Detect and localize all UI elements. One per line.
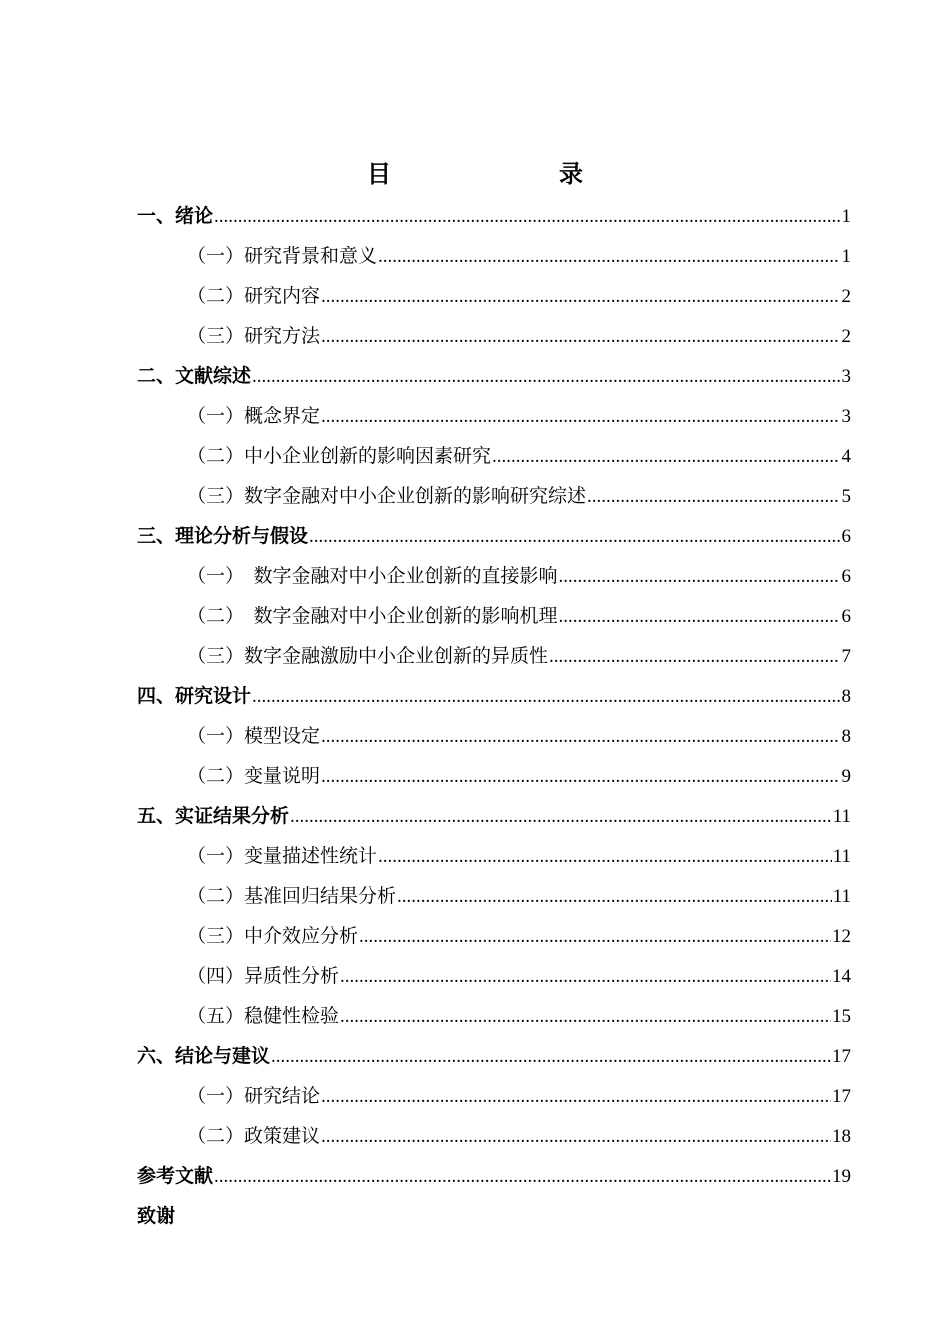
toc-page-number: 4 bbox=[841, 446, 851, 467]
toc-entry-label: 一、绪论 bbox=[137, 205, 214, 227]
toc-entry-label: （二）变量说明 bbox=[187, 765, 321, 787]
toc-page-number: 3 bbox=[841, 406, 851, 427]
toc-entry-label: （二）基准回归结果分析 bbox=[187, 885, 397, 907]
toc-section-entry[interactable] bbox=[137, 596, 851, 636]
toc-entry-label: 三、理论分析与假设 bbox=[137, 525, 309, 547]
toc-entry-label: （二）政策建议 bbox=[187, 1125, 321, 1147]
toc-dot-leader bbox=[397, 877, 832, 917]
toc-dot-leader bbox=[290, 797, 832, 837]
toc-entry-label: 五、实证结果分析 bbox=[137, 805, 290, 827]
toc-dot-leader bbox=[321, 757, 840, 797]
toc-page-number: 17 bbox=[832, 1086, 851, 1107]
toc-dot-leader bbox=[559, 597, 840, 637]
toc-dot-leader bbox=[321, 397, 840, 437]
toc-dot-leader bbox=[378, 837, 832, 877]
toc-section-entry[interactable] bbox=[137, 1076, 851, 1116]
toc-page-number: 1 bbox=[841, 246, 851, 267]
toc-dot-leader bbox=[549, 637, 840, 677]
toc-dot-leader bbox=[321, 1117, 831, 1157]
toc-page-number: 2 bbox=[841, 286, 851, 307]
toc-dot-leader bbox=[214, 1157, 831, 1197]
toc-chapter-entry[interactable] bbox=[137, 516, 851, 556]
toc-section-entry[interactable] bbox=[137, 236, 851, 276]
toc-page-number: 7 bbox=[841, 646, 851, 667]
toc-chapter-entry[interactable] bbox=[137, 1196, 851, 1236]
toc-dot-leader bbox=[321, 717, 840, 757]
toc-entry-label: （二）研究内容 bbox=[187, 285, 321, 307]
toc-dot-leader bbox=[252, 677, 840, 717]
toc-entry-label: 致谢 bbox=[137, 1205, 176, 1227]
toc-page-number: 5 bbox=[841, 486, 851, 507]
toc-page-number: 6 bbox=[841, 566, 851, 587]
toc-page-number: 6 bbox=[841, 526, 851, 547]
toc-entry-label: （一）研究背景和意义 bbox=[187, 245, 378, 267]
toc-section-entry[interactable] bbox=[137, 476, 851, 516]
toc-entry-label: （一） 数字金融对中小企业创新的直接影响 bbox=[187, 565, 558, 587]
toc-page-number: 1 bbox=[841, 206, 851, 227]
toc-section-entry[interactable] bbox=[137, 316, 851, 356]
toc-page-number: 15 bbox=[832, 1006, 851, 1027]
toc-entry-label: （三）数字金融对中小企业创新的影响研究综述 bbox=[187, 485, 587, 507]
toc-entry-label: 四、研究设计 bbox=[137, 685, 252, 707]
toc-entry-label: 六、结论与建议 bbox=[137, 1045, 271, 1067]
toc-entry-label: （一）概念界定 bbox=[187, 405, 321, 427]
toc-dot-leader bbox=[214, 197, 840, 237]
toc-section-entry[interactable] bbox=[137, 996, 851, 1036]
toc-chapter-entry[interactable] bbox=[137, 1156, 851, 1196]
toc-entry-label: （三）研究方法 bbox=[187, 325, 321, 347]
toc-entry-label: （一）模型设定 bbox=[187, 725, 321, 747]
toc-section-entry[interactable] bbox=[137, 916, 851, 956]
toc-entry-label: （一）变量描述性统计 bbox=[187, 845, 378, 867]
toc-entry-label: 二、文献综述 bbox=[137, 365, 252, 387]
toc-page-number: 17 bbox=[832, 1046, 851, 1067]
toc-dot-leader bbox=[321, 317, 840, 357]
toc-dot-leader bbox=[252, 357, 840, 397]
toc-dot-leader bbox=[309, 517, 840, 557]
toc-section-entry[interactable] bbox=[137, 876, 851, 916]
toc-section-entry[interactable] bbox=[137, 556, 851, 596]
toc-section-entry[interactable] bbox=[137, 396, 851, 436]
toc-chapter-entry[interactable] bbox=[137, 1036, 851, 1076]
toc-page-number: 9 bbox=[841, 766, 851, 787]
toc-section-entry[interactable] bbox=[137, 276, 851, 316]
toc-page-number: 14 bbox=[832, 966, 851, 987]
toc-chapter-entry[interactable] bbox=[137, 796, 851, 836]
toc-entry-label: （四）异质性分析 bbox=[187, 965, 340, 987]
toc-section-entry[interactable] bbox=[137, 836, 851, 876]
toc-entry-label: （三）数字金融激励中小企业创新的异质性 bbox=[187, 645, 549, 667]
toc-section-entry[interactable] bbox=[137, 716, 851, 756]
toc-entry-label: 参考文献 bbox=[137, 1165, 214, 1187]
toc-page-number: 11 bbox=[832, 846, 851, 867]
toc-dot-leader bbox=[340, 957, 831, 997]
toc-page-number: 19 bbox=[832, 1166, 851, 1187]
toc-entry-label: （五）稳健性检验 bbox=[187, 1005, 340, 1027]
toc-entry-label: （二）中小企业创新的影响因素研究 bbox=[187, 445, 492, 467]
toc-page-number: 18 bbox=[832, 1126, 851, 1147]
toc-chapter-entry[interactable] bbox=[137, 196, 851, 236]
toc-page-number: 11 bbox=[832, 886, 851, 907]
toc-dot-leader bbox=[321, 277, 840, 317]
toc-page-number: 11 bbox=[832, 806, 851, 827]
toc-section-entry[interactable] bbox=[137, 1116, 851, 1156]
toc-section-entry[interactable] bbox=[137, 436, 851, 476]
toc-dot-leader bbox=[359, 917, 831, 957]
toc-section-entry[interactable] bbox=[137, 756, 851, 796]
toc-entry-label: （一）研究结论 bbox=[187, 1085, 321, 1107]
toc-dot-leader bbox=[559, 557, 840, 597]
toc-page-number: 3 bbox=[841, 366, 851, 387]
toc-chapter-entry[interactable] bbox=[137, 356, 851, 396]
toc-entry-label: （三）中介效应分析 bbox=[187, 925, 359, 947]
toc-title: 目 录 bbox=[367, 159, 623, 188]
toc-dot-leader bbox=[321, 1077, 831, 1117]
toc-dot-leader bbox=[271, 1037, 831, 1077]
toc-page-number: 12 bbox=[832, 926, 851, 947]
toc-page-number: 8 bbox=[841, 726, 851, 747]
toc-page-number: 2 bbox=[841, 326, 851, 347]
toc-section-entry[interactable] bbox=[137, 956, 851, 996]
toc-list bbox=[137, 196, 851, 1236]
toc-dot-leader bbox=[587, 477, 840, 517]
toc-chapter-entry[interactable] bbox=[137, 676, 851, 716]
toc-page-number: 6 bbox=[841, 606, 851, 627]
toc-entry-label: （二） 数字金融对中小企业创新的影响机理 bbox=[187, 605, 558, 627]
toc-section-entry[interactable] bbox=[137, 636, 851, 676]
toc-dot-leader bbox=[340, 997, 831, 1037]
toc-page-number: 8 bbox=[841, 686, 851, 707]
toc-dot-leader bbox=[378, 237, 840, 277]
toc-dot-leader bbox=[492, 437, 840, 477]
